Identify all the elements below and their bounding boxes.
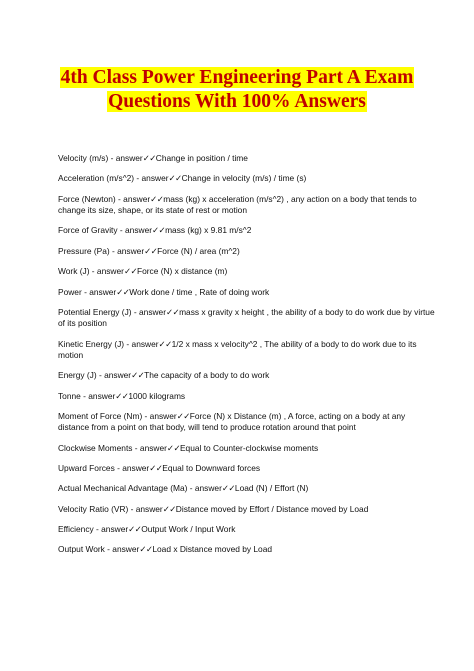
answer-separator: - answer [134,173,169,184]
entry-question: Acceleration (m/s^2) [58,173,135,184]
qa-entry [58,524,438,535]
checkmark-icon: ✓✓ [166,306,180,317]
entry-question: Energy (J) [58,370,97,381]
entry-answer: Equal to Counter-clockwise moments [179,442,319,453]
answer-separator: - answer [104,544,140,555]
answer-separator: - answer [81,286,117,297]
qa-entry [58,411,438,433]
document-title [40,66,434,114]
qa-entry [58,391,438,402]
qa-entry [58,463,438,474]
qa-list [58,153,438,565]
checkmark-icon: ✓✓ [158,338,172,349]
answer-separator: - answer [124,338,159,349]
entry-question: Velocity Ratio (VR) [58,503,129,514]
entry-question: Force of Gravity [58,225,118,236]
answer-separator: - answer [108,153,143,163]
entry-answer: mass x gravity x height , the ability of a body to do work due by virtue of its position [58,306,435,329]
entry-question: Power [58,286,82,297]
entry-answer: mass (kg) x 9.81 m/s^2 [165,225,252,236]
checkmark-icon: ✓✓ [123,266,137,277]
qa-entry [58,225,438,236]
entry-answer: The capacity of a body to do work [144,370,270,381]
qa-entry [58,246,438,257]
answer-separator: - answer [132,442,167,453]
answer-separator: - answer [80,390,116,401]
checkmark-icon: ✓✓ [139,544,153,555]
answer-separator: - answer [117,225,153,236]
checkmark-icon: ✓✓ [144,245,158,256]
qa-entry [58,544,438,555]
answer-separator: - answer [142,410,177,421]
checkmark-icon: ✓✓ [221,483,235,494]
qa-entry [58,504,438,515]
entry-answer: 1/2 x mass x velocity^2 , The ability of a body to do work due to its motion [58,338,417,360]
entry-answer: Force (N) x Distance (m) , A force, acting on a body at any distance from a point on that body, will tend to produce rotation around that point [58,410,406,433]
entry-answer: Force (N) x distance (m) [136,266,228,277]
entry-answer: 1000 kilograms [128,390,186,401]
entry-question: Moment of Force (Nm) [58,410,143,421]
qa-entry [58,443,438,454]
checkmark-icon: ✓✓ [168,173,182,184]
title-line-2: Questions With 100% Answers [108,91,366,112]
entry-question: Force (Newton) [58,193,116,204]
entry-answer: Load x Distance moved by Load [152,544,273,555]
entry-question: Output Work [58,544,105,555]
answer-separator: - answer [89,266,124,277]
checkmark-icon: ✓✓ [116,286,130,297]
answer-separator: - answer [131,306,167,317]
entry-answer: Work done / time , Rate of doing work [129,286,270,297]
checkmark-icon: ✓✓ [149,462,163,473]
entry-question: Kinetic Energy (J) [58,338,125,349]
entry-question: Tonne [58,390,81,401]
entry-answer: Equal to Downward forces [162,462,261,473]
answer-separator: - answer [96,370,132,381]
qa-entry [58,339,438,361]
answer-separator: - answer [115,193,151,204]
title-line-1: 4th Class Power Engineering Part A Exam [60,67,414,88]
checkmark-icon: ✓✓ [162,503,176,514]
answer-separator: - answer [109,245,145,256]
checkmark-icon: ✓✓ [142,153,156,163]
answer-separator: - answer [93,524,129,535]
qa-entry [58,483,438,494]
entry-answer: Change in velocity (m/s) / time (s) [181,173,307,184]
entry-question: Work (J) [58,266,90,277]
qa-entry [58,153,438,164]
entry-answer: Distance moved by Effort / Distance moved by Load [175,503,369,514]
qa-entry [58,194,438,216]
entry-question: Clockwise Moments [58,442,133,453]
checkmark-icon: ✓✓ [152,225,166,236]
qa-entry [58,266,438,277]
entry-answer: Force (N) / area (m^2) [157,245,240,256]
checkmark-icon: ✓✓ [131,370,145,381]
entry-question: Pressure (Pa) [58,245,110,256]
qa-entry [58,173,438,184]
entry-answer: mass (kg) x acceleration (m/s^2) , any action on a body that tends to change its size, shape, or its state of rest or motion [58,193,417,215]
entry-question: Efficiency [58,524,94,535]
entry-question: Velocity (m/s) [58,153,109,163]
entry-answer: Load (N) / Effort (N) [234,483,309,494]
entry-answer: Output Work / Input Work [141,524,236,535]
checkmark-icon: ✓✓ [115,390,129,401]
checkmark-icon: ✓✓ [176,410,190,421]
checkmark-icon: ✓✓ [166,442,180,453]
entry-question: Upward Forces [58,462,115,473]
entry-question: Potential Energy (J) [58,306,132,317]
entry-question: Actual Mechanical Advantage (Ma) [58,483,188,494]
answer-separator: - answer [187,483,222,494]
checkmark-icon: ✓✓ [128,524,142,535]
qa-entry [58,287,438,298]
answer-separator: - answer [128,503,163,514]
answer-separator: - answer [114,462,150,473]
qa-entry [58,370,438,381]
qa-entry [58,307,438,329]
checkmark-icon: ✓✓ [150,193,164,204]
entry-answer: Change in position / time [155,153,248,163]
